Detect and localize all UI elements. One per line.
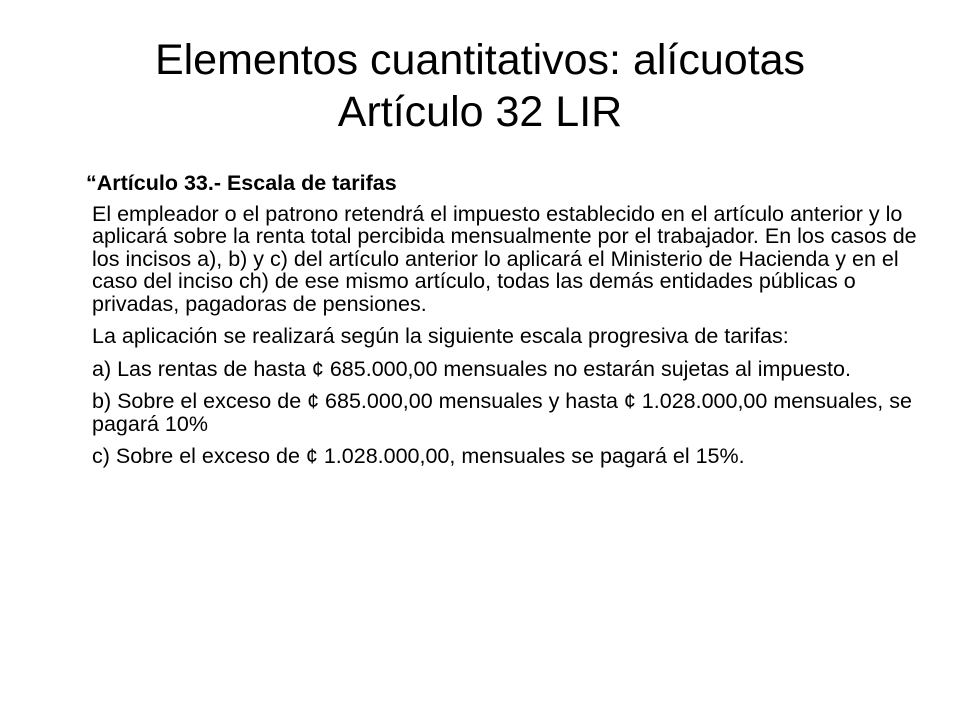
article-heading: “Artículo 33.- Escala de tarifas <box>86 171 397 195</box>
slide-title <box>0 34 960 138</box>
paragraph-bracket-b: b) Sobre el exceso de ¢ 685.000,00 mensuales y hasta ¢ 1.028.000,00 mensuales, se pagará 10% <box>92 389 912 436</box>
paragraph-bracket-a: a) Las rentas de hasta ¢ 685.000,00 mensuales no estarán sujetas al impuesto. <box>92 356 851 381</box>
slide-body <box>86 171 922 478</box>
slide-title-line-1: Elementos cuantitativos: alícuotas <box>154 36 806 84</box>
paragraph-bracket-c: c) Sobre el exceso de ¢ 1.028.000,00, mensuales se pagará el 15%. <box>92 444 745 468</box>
slide-title-line-2: Artículo 32 LIR <box>337 88 623 136</box>
paragraph-withholding: El empleador o el patrono retendrá el impuesto establecido en el artículo anterior y lo aplicará sobre la renta total percibida mensualmente por el trabajador. En los casos de los incisos a), b) y c) del artículo anterior lo aplicará el Ministerio de Hacienda y en el caso del inciso ch) de ese mismo artículo, todas las demás entidades públicas o privadas, pagadoras de pensiones. <box>92 201 917 316</box>
paragraph-scale-intro: La aplicación se realizará según la siguiente escala progresiva de tarifas: <box>92 324 789 348</box>
